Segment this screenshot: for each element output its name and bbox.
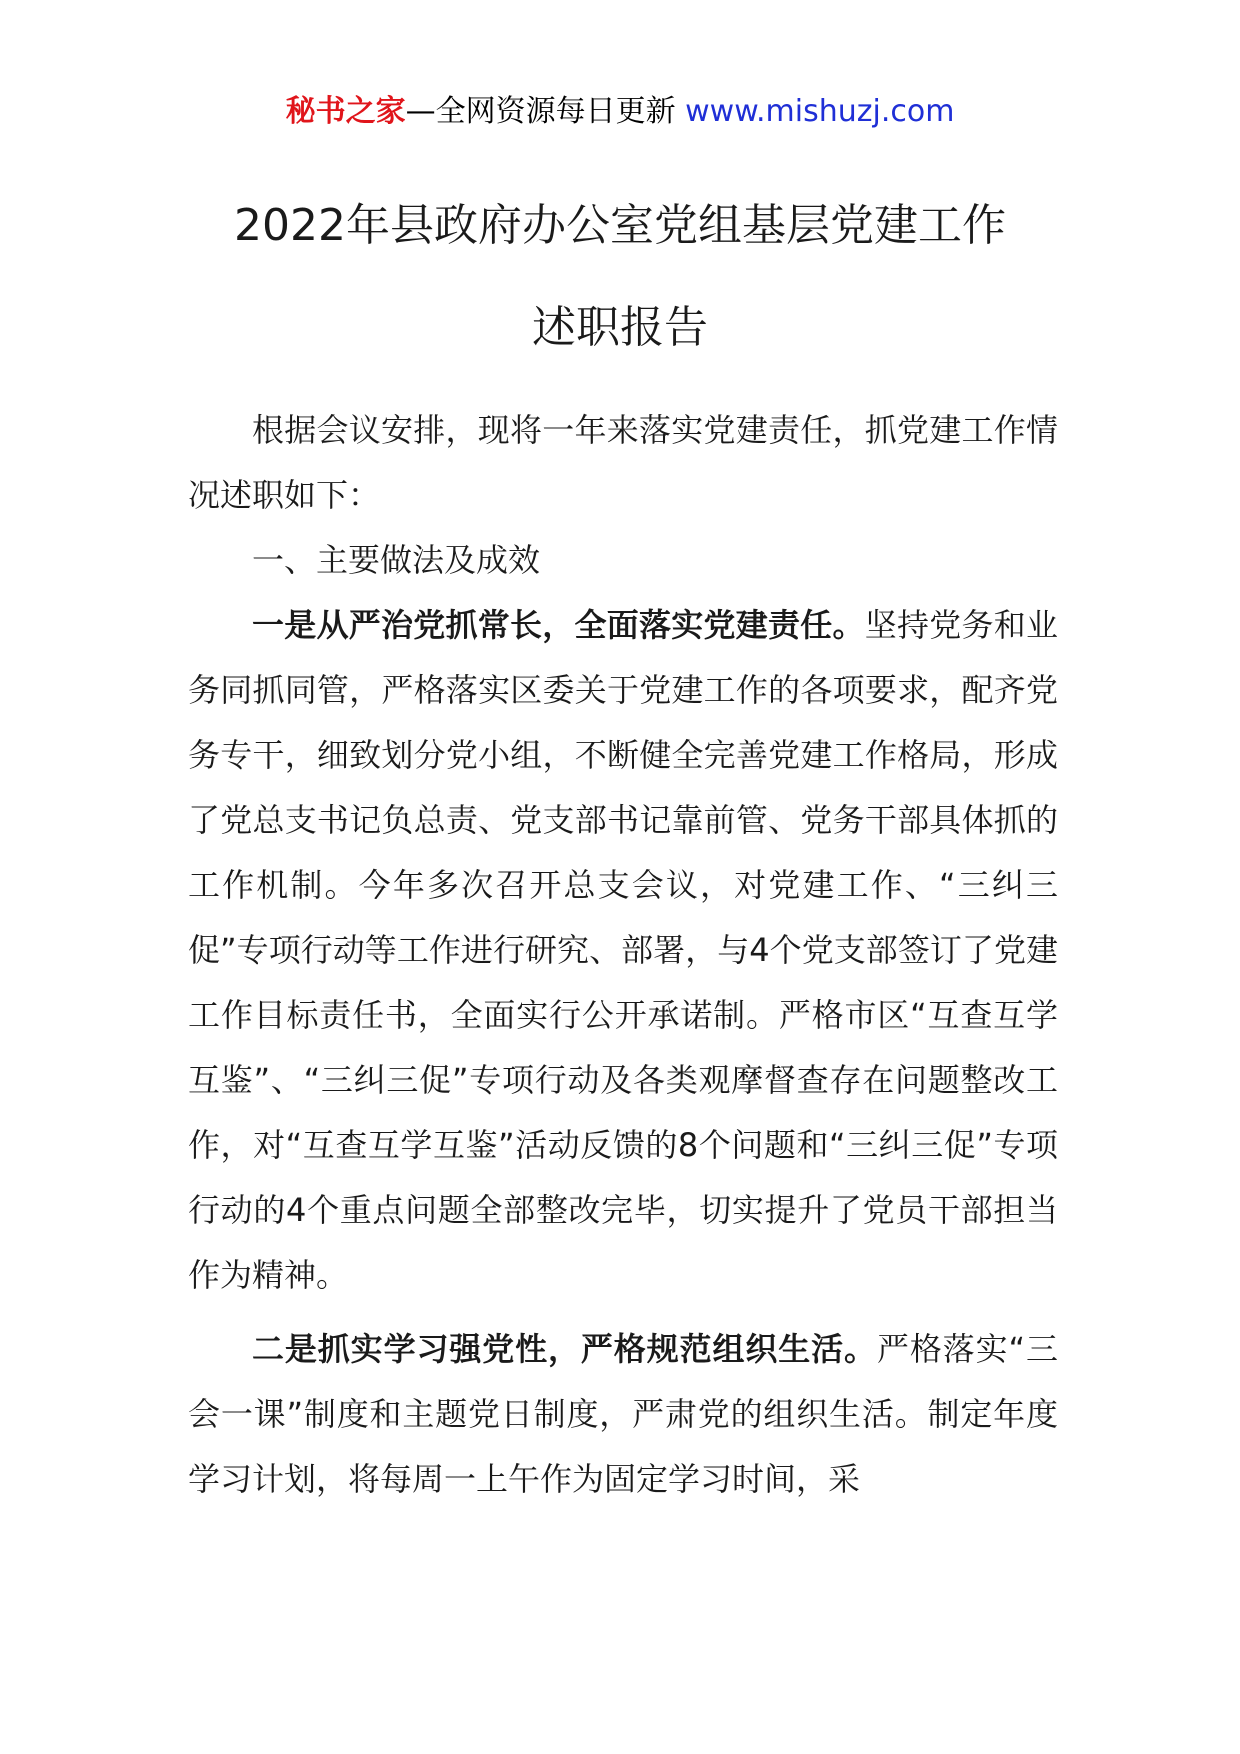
document-title-line2: 述职报告 bbox=[532, 302, 708, 353]
section-heading: 一、主要做法及成效 bbox=[252, 541, 541, 579]
paragraph-1-text: 坚持党务和业务同抓同管，严格落实区委关于党建工作的各项要求，配齐党务专干，细致划分党小组，不断健全完善党建工作格局，形成了党总支书记负总责、党支部书记靠前管、党务干部具体抓的工作机制。今年多次召开总支会议，对党建工作、“三纠三促”专项行动等工作进行研究、部署，与4个党支部签订了党建工作目标责任书，全面实行公开承诺制。严格市区“互查互学互鉴”、“三纠三促”专项行动及各类观摩督查存在问题整改工作，对“互查互学互鉴”活动反馈的8个问题和“三纠三促”专项行动的4个重点问题全部整改完毕，切实提升了党员干部担当作为精神。 bbox=[188, 606, 1058, 1294]
paragraph-2 bbox=[188, 1317, 1058, 1512]
site-banner bbox=[0, 92, 1240, 132]
intro-paragraph: 根据会议安排，现将一年来落实党建责任，抓党建工作情况述职如下： bbox=[188, 411, 1058, 514]
banner-slogan: —全网资源每日更新 bbox=[405, 94, 686, 129]
paragraph-2-text: 严格落实“三会一课”制度和主题党日制度，严肃党的组织生活。制定年度学习计划，将每周一上午作为固定学习时间，采 bbox=[188, 1330, 1058, 1498]
brand-name: 秘书之家 bbox=[285, 94, 406, 129]
document-body bbox=[188, 398, 1058, 1512]
paragraph-1-lead: 一是从严治党抓常长，全面落实党建责任。 bbox=[252, 606, 865, 644]
site-url-link[interactable]: www.mishuzj.com bbox=[685, 94, 955, 129]
document-title-line1: 2022年县政府办公室党组基层党建工作 bbox=[234, 200, 1006, 251]
paragraph-2-lead: 二是抓实学习强党性，严格规范组织生活。 bbox=[252, 1330, 877, 1368]
paragraph-1 bbox=[188, 593, 1058, 1308]
